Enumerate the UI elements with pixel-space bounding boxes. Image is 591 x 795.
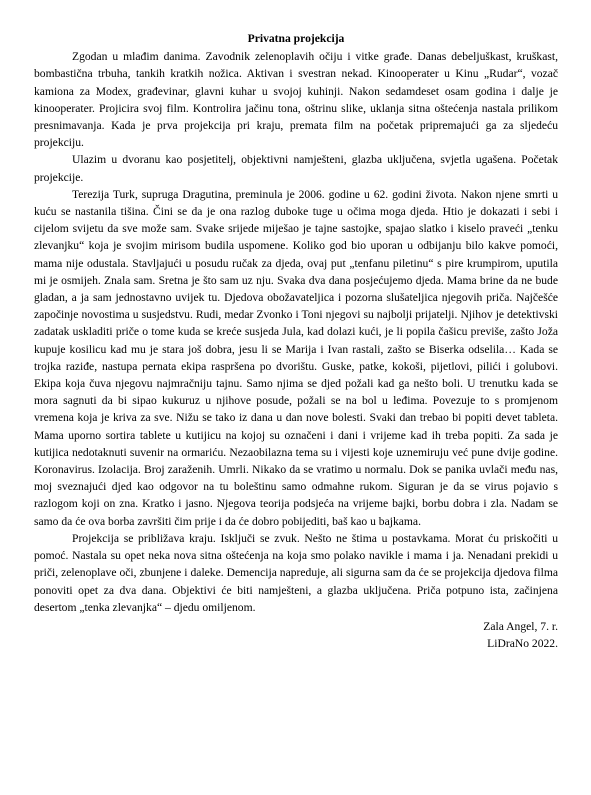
document-title: Privatna projekcija [247,32,345,45]
author-signature: Zala Angel, 7. r. [483,619,558,633]
signature-block [34,618,558,652]
paragraph-entering-hall: Ulazim u dvoranu kao posjetitelj, objektivni namješteni, glazba uključena, svjetla ugašena. Početak projekcije. [34,153,558,184]
paragraph-story: Terezija Turk, supruga Dragutina, preminula je 2006. godine u 62. godini života. Nakon njene smrti u kuću se nastanila tišina. Čini se da je ona razlog duboke tuge u očima moga djeda. Htio je dokazati i sebi i cijelom svijetu da sve može sam. Svake srijede miješao je tajne sastojke, spajao slatko i kiselo praveći „tenku zlevanjku“ koja je svojim mirisom budila uspomene. Koliko god bio uporan u odbijanju bilo kakve pomoći, mama nije odustala. Stavljajući u posudu ručak za djeda, ovaj put „tenfanu piletinu“ s pire krumpirom, uputila mi je osmijeh. Znala sam. Sretna je što sam uz nju. Svaka dva dana posjećujemo djeda. Mama brine da ne bude gladan, a ja sam jednostavno uvijek tu. Djedova obožavateljica i pozorna slušateljica njegovih priča. Najčešće započinje novostima u susjedstvu. Rudi, medar Zvonko i Toni njegovi su najbolji prijatelji. Njihov je detektivski zadatak uskladiti priče o tome kuda se kreće susjeda Jula, kad dolazi kući, je li popila čašicu previše, zašto Joža kupuje kosilicu kad mu je stara još dobra, jesu li se Marija i Ivan rastali, zašto se Biserka odselila… Kada se trojka raziđe, nastupa pernata ekipa raspršena po dvorištu. Guske, patke, kokoši, pijetlovi, pilići i golubovi. Ekipa koja čuva njegovu najmračniju tajnu. Samo njima se djed požali kad ga nešto boli. U trenutku kada se mora sagnuti da bi sipao kukuruz u njihove posude, požali se na bol u leđima. Povezuje to s promjenom vremena koja je kriva za sve. Nižu se tako iz dana u dan nove bolesti. Svaki dan trebao bi popiti devet tableta. Mama uporno sortira tablete u kutijicu na kojoj su označeni i dani i vrijeme kad ih treba popiti. Za sada je kutijica nedotaknuti suvenir na ormariću. Nezaobilazna tema su i vijesti koje uznemiruju već pune dvije godine. Koronavirus. Izolacija. Broj zaraženih. Umrli. Nikako da se vratimo u normalu. Dok se panika uvlači među nas, moj sveznajući djed kao odgovor na tu boleštinu samo odmahne rukom. Siguran je da se virus pojavio s razlogom koji on zna. Kratko i jasno. Njegova teorija podsjeća na vrijeme bajki, borbu dobra i zla. Nadam se samo da će ova borba završiti čim prije i da će dobro pobijediti, baš kao u bajkama. [34,187,558,528]
document-page [34,30,558,652]
event-signature: LiDraNo 2022. [487,637,558,651]
paragraph-ending: Projekcija se približava kraju. Isključi se zvuk. Nešto ne štima u postavkama. Morat ću priskočiti u pomoć. Nastala su opet neka nova sitna oštećenja na koja smo polako navikle i mama i ja. Nenadani prekidi u priči, zelenoplave oči, zbunjene i daleke. Demencija napreduje, ali sigurna sam da će se projekcija djedova filma ponoviti opet za dva dana. Objektivi će biti namješteni, a glazba uključena. Priča potpuno ista, začinjena desertom „tenka zlevanjka“ – djedu omiljenom. [34,531,558,614]
paragraph-intro: Zgodan u mlađim danima. Zavodnik zelenoplavih očiju i vitke građe. Danas debeljuškast, kruškast, bombastična trbuha, tankih kratkih nožica. Aktivan i svestran nekad. Kinooperater u Kinu „Rudar“, vozač kamiona za Modex, građevinar, glavni kuhar u svojoj kuhinji. Nakon sedamdeset osam godina i dalje je kinooperater. Projicira svoj film. Kontrolira jačinu tona, oštrinu slike, uklanja sitna oštećenja nastala prilikom presnimavanja. Kada je prva projekcija pri kraju, premata film na početak pripremajući ga za sljedeću projekciju. [34,50,558,150]
